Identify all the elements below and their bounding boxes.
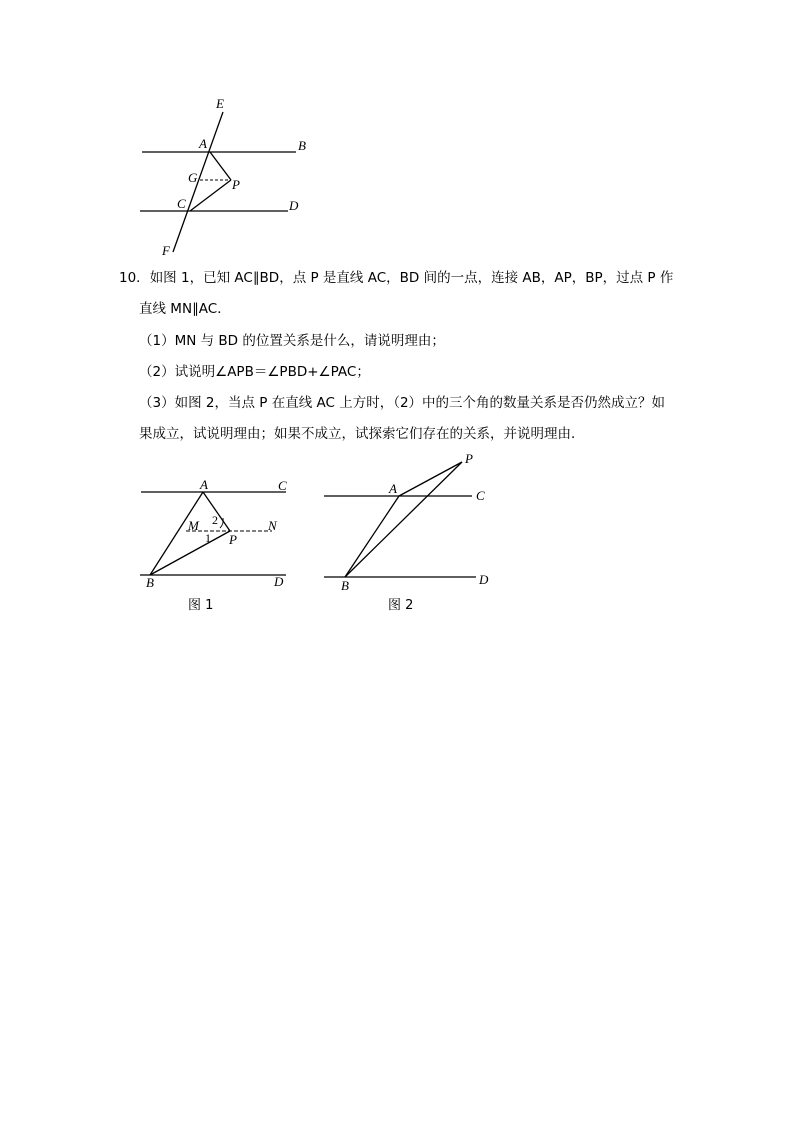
label-n: N bbox=[268, 518, 277, 533]
label-e: E bbox=[216, 96, 224, 111]
segment-pb bbox=[345, 462, 462, 577]
label-c: C bbox=[177, 196, 186, 211]
segment-ab bbox=[345, 496, 399, 577]
label-c: C bbox=[476, 488, 485, 503]
line-ef bbox=[173, 112, 223, 252]
label-a: A bbox=[200, 477, 208, 492]
label-d: D bbox=[479, 572, 489, 587]
label-angle-2: 2 bbox=[212, 513, 218, 527]
label-p: P bbox=[465, 451, 473, 466]
problem-stem: 如图 1，已知 AC∥BD，点 P 是直线 AC，BD 间的一点，连接 AB，AP，BP，过点 P 作 bbox=[149, 270, 674, 286]
label-b: B bbox=[298, 138, 306, 153]
figure-top bbox=[130, 95, 320, 260]
label-a: A bbox=[389, 481, 397, 496]
figure-1-caption: 图 1 bbox=[188, 598, 214, 613]
question-3-line-1: （3）如图 2，当点 P 在直线 AC 上方时，（2）中的三个角的数量关系是否仍然成立？如 bbox=[139, 395, 666, 411]
label-p: P bbox=[232, 177, 240, 192]
segment-ab bbox=[150, 492, 203, 575]
label-b: B bbox=[146, 575, 154, 590]
label-m: M bbox=[188, 518, 199, 533]
problem-line-1 bbox=[119, 268, 673, 288]
problem-number: 10． bbox=[119, 270, 150, 286]
label-p: P bbox=[229, 532, 237, 547]
label-angle-1: 1 bbox=[205, 531, 211, 545]
label-b: B bbox=[341, 578, 349, 593]
segment-bp bbox=[150, 531, 230, 575]
label-a: A bbox=[199, 136, 207, 151]
figure-2 bbox=[318, 448, 498, 596]
question-3-line-2: 果成立，试说明理由；如果不成立，试探索它们存在的关系，并说明理由． bbox=[139, 426, 585, 442]
segment-pa bbox=[399, 462, 462, 496]
label-f: F bbox=[162, 243, 170, 258]
label-d: D bbox=[274, 574, 284, 589]
segment-ap bbox=[210, 152, 231, 180]
figure-1 bbox=[135, 475, 295, 595]
label-c: C bbox=[278, 478, 287, 493]
problem-line-2: 直线 MN∥AC． bbox=[139, 301, 231, 317]
figure-2-caption: 图 2 bbox=[388, 598, 414, 613]
label-d: D bbox=[289, 198, 299, 213]
question-2: （2）试说明∠APB＝∠PBD+∠PAC； bbox=[139, 364, 370, 380]
question-1: （1）MN 与 BD 的位置关系是什么，请说明理由； bbox=[139, 333, 445, 349]
label-g: G bbox=[188, 170, 198, 185]
